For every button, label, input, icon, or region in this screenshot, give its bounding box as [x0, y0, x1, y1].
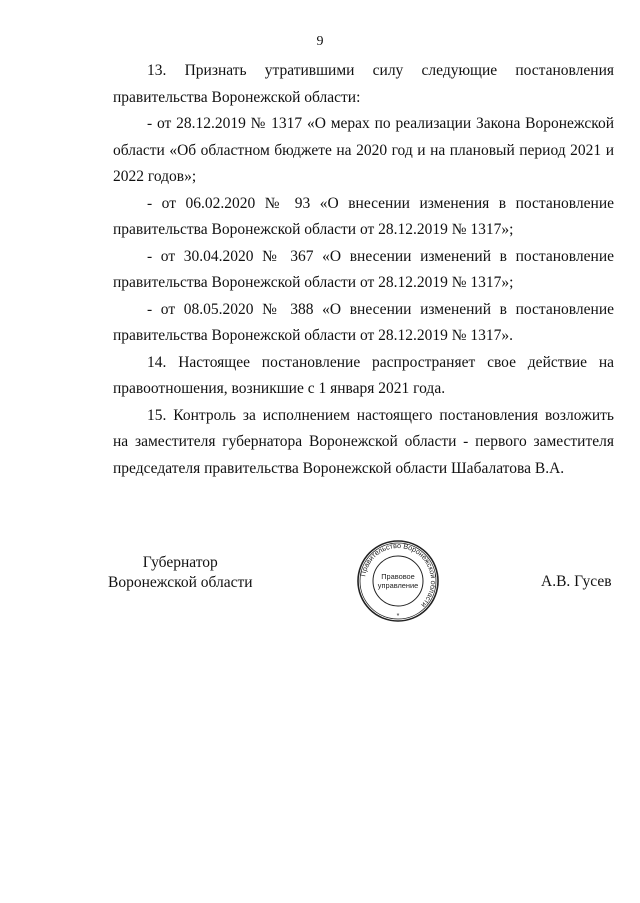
signature-block	[0, 540, 640, 633]
paragraph-15: 15. Контроль за исполнением настоящего постановления возложить на заместителя губернатора Воронежской области - первого заместителя председателя правительства Воронежской области Шабалатова В.А.	[113, 406, 614, 477]
signer-title	[108, 553, 253, 593]
stamp-inner-line1: Правовое	[381, 572, 415, 581]
stamp-inner-line2: управление	[377, 581, 419, 590]
page-number: 9	[316, 34, 324, 49]
list-item-repeal-388: - от 08.05.2020 № 388 «О внесении изменений в постановление правительства Воронежской области от 28.12.2019 № 1317».	[113, 300, 614, 344]
stamp-star: *	[396, 613, 400, 620]
list-item-repeal-93: - от 06.02.2020 № 93 «О внесении изменения в постановление правительства Воронежской области от 28.12.2019 № 1317»;	[113, 194, 614, 238]
document-body	[113, 58, 614, 482]
official-stamp	[356, 539, 440, 623]
paragraph-13: 13. Признать утратившими силу следующие постановления правительства Воронежской области:	[113, 62, 614, 106]
signer-name: А.В. Гусев	[541, 573, 612, 590]
list-item-repeal-1317: - от 28.12.2019 № 1317 «О мерах по реализации Закона Воронежской области «Об областном бюджете на 2020 год и на плановый период 2021 и 2022 годов»;	[113, 115, 614, 185]
list-item-repeal-367: - от 30.04.2020 № 367 «О внесении изменений в постановление правительства Воронежской области от 28.12.2019 № 1317»;	[113, 247, 614, 291]
signer-title-line1: Губернатор	[142, 554, 218, 571]
paragraph-14: 14. Настоящее постановление распространяет свое действие на правоотношения, возникшие с 1 января 2021 года.	[113, 353, 614, 397]
stamp-outer-text: Правительство Воронежской области	[358, 540, 439, 610]
signer-title-line2: Воронежской области	[108, 574, 253, 591]
